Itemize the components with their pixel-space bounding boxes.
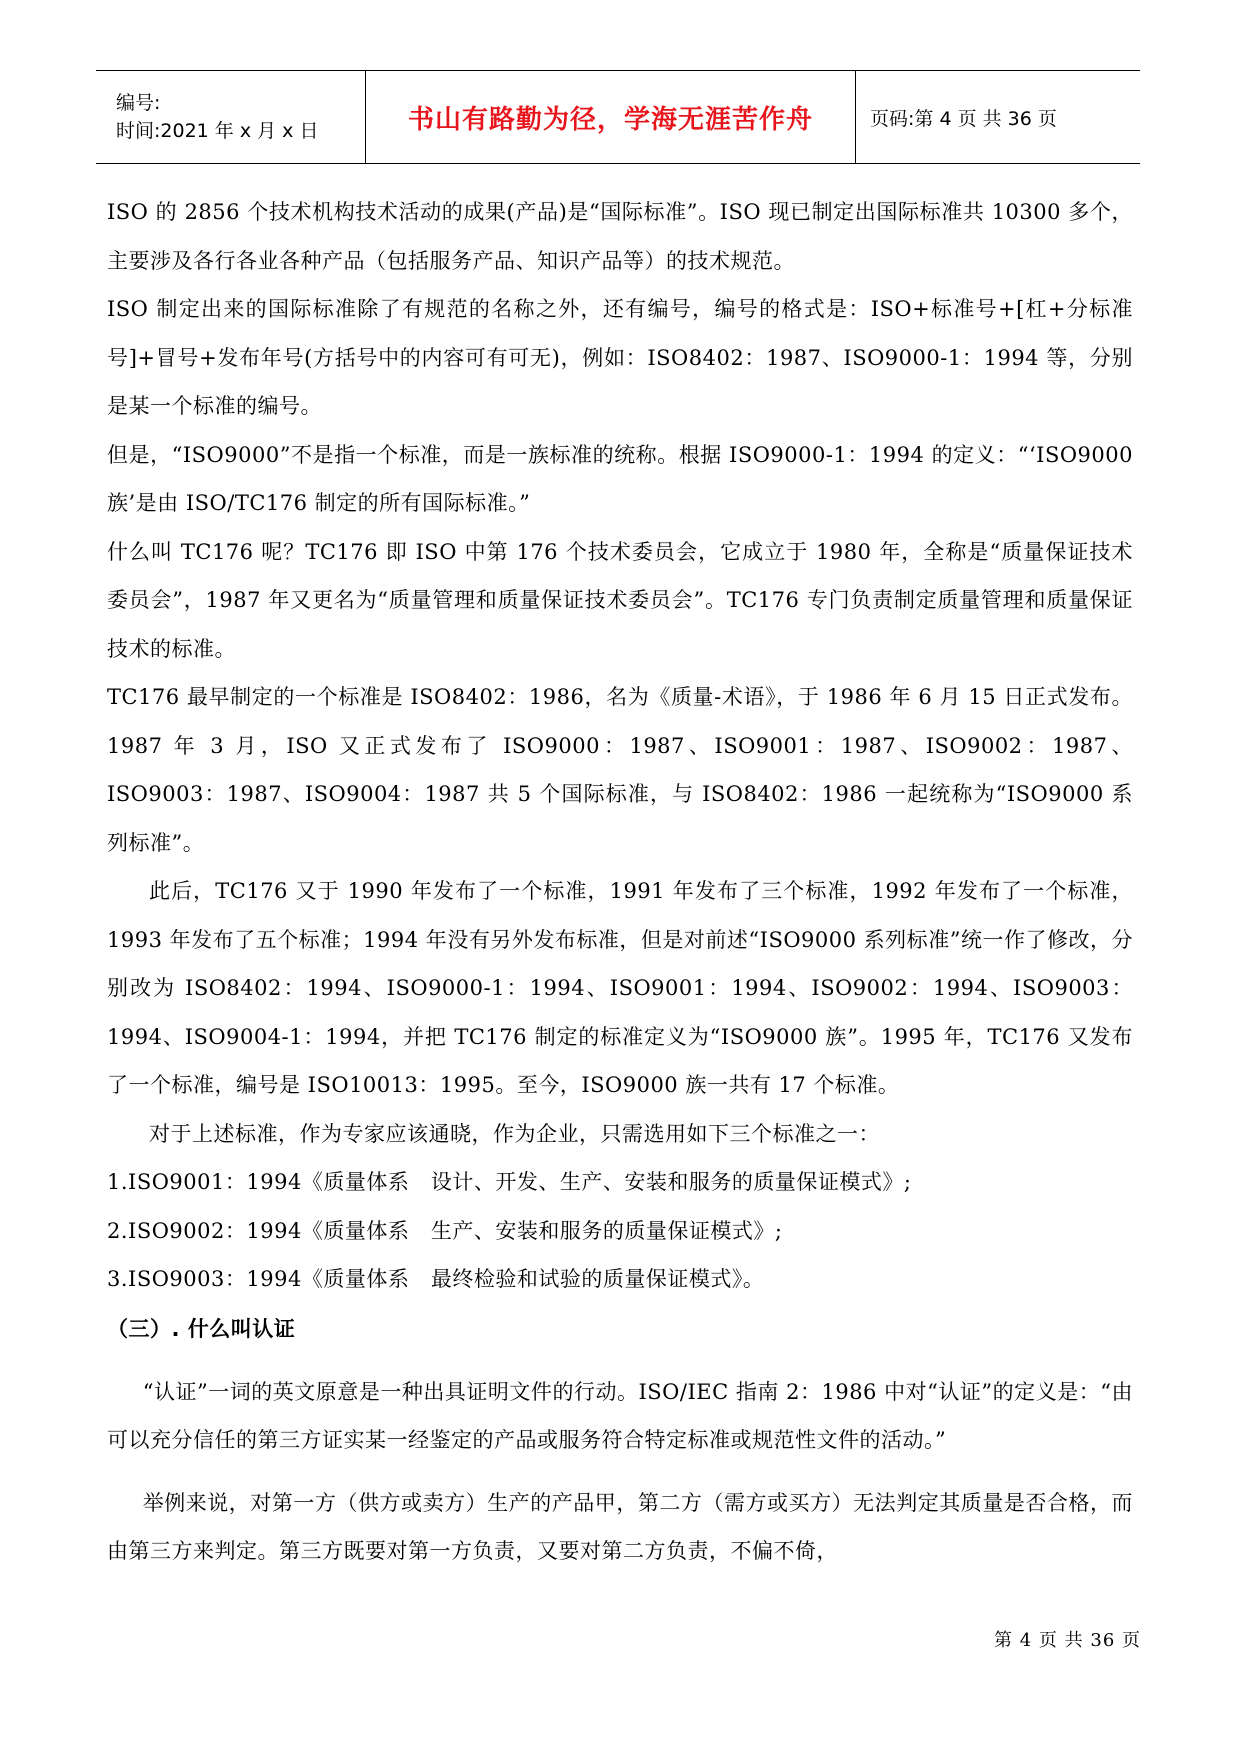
paragraph: ISO 的 2856 个技术机构技术活动的成果(产品)是“国际标准”。ISO 现已制定出国际标准共 10300 多个，主要涉及各行各业各种产品（包括服务产品、知识产品等）的技术规范。 [107, 200, 1133, 273]
list-item: 3.ISO9003：1994《质量体系 最终检验和试验的质量保证模式》。 [107, 1267, 765, 1291]
header-page-info: 页码:第 4 页 共 36 页 [870, 107, 1057, 130]
paragraph: 举例来说，对第一方（供方或卖方）生产的产品甲，第二方（需方或买方）无法判定其质量是否合格，而由第三方来判定。第三方既要对第一方负责，又要对第二方负责，不偏不倚， [107, 1490, 1133, 1563]
header-meta [96, 71, 366, 163]
paragraph: 对于上述标准，作为专家应该通晓，作为企业，只需选用如下三个标准之一： [149, 1121, 880, 1146]
document-body [107, 188, 1133, 1576]
paragraph: 此后，TC176 又于 1990 年发布了一个标准，1991 年发布了三个标准，1992 年发布了一个标准，1993 年发布了五个标准；1994 年没有另外发布标准，但是对前述“ISO9000 系列标准”统一作了修改，分别改为 ISO8402：1994、ISO9000-1：1994、ISO9001：1994、ISO9002：1994、ISO9003：1994、ISO9004-1：1994，并把 TC176 制定的标准定义为“ISO9000 族”。1995 年，TC176 又发布了一个标准，编号是 ISO10013：1995。至今，ISO9000 族一共有 17 个标准。 [107, 879, 1133, 1097]
list-item: 2.ISO9002：1994《质量体系 生产、安装和服务的质量保证模式》; [107, 1218, 783, 1243]
paragraph: “认证”一词的英文原意是一种出具证明文件的行动。ISO/IEC 指南 2：1986 中对“认证”的定义是：“由可以充分信任的第三方证实某一经鉴定的产品或服务符合特定标准或规范性文件的活动。” [107, 1379, 1133, 1452]
paragraph: 但是，“ISO9000”不是指一个标准，而是一族标准的统称。根据 ISO9000-1：1994 的定义：“‘ISO9000 族’是由 ISO/TC176 制定的所有国际标准。” [107, 442, 1133, 515]
header-motto: 书山有路勤为径，学海无涯苦作舟 [366, 71, 856, 163]
paragraph: TC176 最早制定的一个标准是 ISO8402：1986，名为《质量-术语》，于 1986 年 6 月 15 日正式发布。1987 年 3 月，ISO 又正式发布了 ISO9000：1987、ISO9001：1987、ISO9002：1987、ISO9003：1987、ISO9004：1987 共 5 个国际标准，与 ISO8402：1986 一起统称为“ISO9000 系列标准”。 [107, 685, 1133, 855]
section-heading: （三）. 什么叫认证 [107, 1316, 296, 1341]
list-item: 1.ISO9001：1994《质量体系 设计、开发、生产、安装和服务的质量保证模式》; [107, 1170, 912, 1194]
paragraph: ISO 制定出来的国际标准除了有规范的名称之外，还有编号，编号的格式是：ISO+标准号+[杠+分标准号]+冒号+发布年号(方括号中的内容可有可无)，例如：ISO8402：1987、ISO9000-1：1994 等，分别是某一个标准的编号。 [107, 297, 1133, 418]
time-label: 时间:2021 年 x 月 x 日 [116, 120, 319, 142]
page-footer: 第 4 页 共 36 页 [994, 1630, 1141, 1651]
page-header [96, 70, 1140, 164]
paragraph: 什么叫 TC176 呢？TC176 即 ISO 中第 176 个技术委员会，它成立于 1980 年，全称是“质量保证技术委员会”，1987 年又更名为“质量管理和质量保证技术委员会”。TC176 专门负责制定质量管理和质量保证技术的标准。 [107, 539, 1133, 661]
serial-label: 编号: [116, 92, 161, 114]
